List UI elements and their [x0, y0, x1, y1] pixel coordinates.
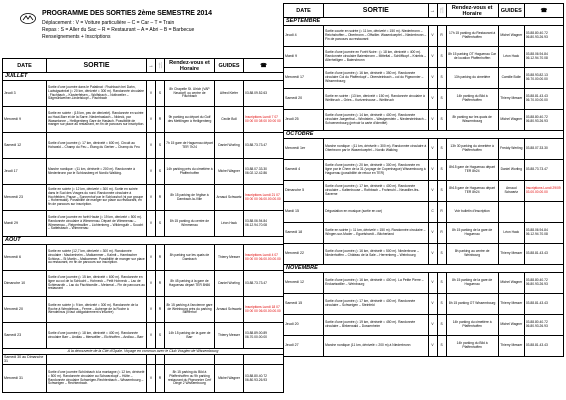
row-sortie: Sortie d'une journée en forêt Haute (≈ 19 km, dénivelé ≈ 500 m). Randonnée circulaire à Wimmenau. Départ de Wimmenau – Wimmenau – Reipertswiller – Lichtenberg – Wildenguth – Soucht – Sattelsbach – Wimmenau: [47, 211, 147, 237]
row-tel: 03.88.81.43.43 06.70.00.00.00: [524, 89, 563, 110]
row-guides: Michel Wagner: [215, 365, 244, 393]
row-repas: R: [156, 297, 165, 323]
row-sortie: Sortie d'une journée (≈ 18 km, dénivelé ≈ 400 m). Randonnée circulaire Barr – Andlau – Itterswiller – Eichhoffen – Andlau – Barr: [47, 323, 147, 349]
row-date: Mercredi 6: [3, 245, 47, 271]
row-tel: 03.88.06.94.84 06.12.94.70.08: [524, 223, 563, 244]
row-rdv: Voir bulletin d'inscription: [446, 202, 498, 223]
row-mode: V: [428, 89, 437, 110]
row-guides: Michel Wagner: [498, 315, 524, 336]
row-repas: S: [156, 211, 165, 237]
row-rdv: 8h 15 parking OT Haguenau Car de location Pfaffenhoffen: [446, 47, 498, 68]
row-rdv: 8h 45 parking à la gare de Haguenau départ TER 8h56: [165, 271, 215, 297]
row-sortie: Sortie en soirée (12,7 km, dénivelé ≈ 300 m). Randonnée circulaire : Mackenheim – Maikammer – Kalmit – Hambacher Schloss – St Martin – Maikammer. Possibilité de manger sur place au restaurant, en fin de parcours sur inscription.: [47, 245, 147, 271]
row-guides: Arnaud Schwartz: [215, 297, 244, 323]
row-mode: V: [147, 297, 156, 323]
page-header: [2, 0, 283, 58]
table-row: [3, 185, 284, 211]
row-guides: Michel Wagner: [498, 273, 524, 294]
col-tel: ☎: [524, 4, 563, 18]
row-repas: [156, 355, 165, 365]
row-repas: R: [156, 185, 165, 211]
row-date: Jeudi 3: [3, 81, 47, 107]
row-date: Samedi 4: [284, 160, 324, 181]
row-mode: V: [147, 245, 156, 271]
table-row: [284, 294, 564, 315]
row-mode: V: [428, 110, 437, 131]
row-mode: V: [428, 47, 437, 68]
month-header: [284, 131, 564, 139]
table-row: [284, 26, 564, 47]
row-sortie: Sortie d'une journée (≈ 16 km, dénivelé ≈ 350 m). Randonnée circulaire Col du Pfaffenkopf – Obersteinbach – col du Pigeonnier – Wissembourg: [324, 68, 428, 89]
row-rdv: 8h 15 parking du Bild à Pfaffenhoffen ou 9h parking restaurant du Pigeonnier Cerf Dingé 2 Wissembourg: [165, 365, 215, 393]
row-sortie: [47, 355, 147, 365]
row-rdv: 8h 15 parking du centre de Wimmenau: [165, 211, 215, 237]
table-row: [284, 160, 564, 181]
row-rdv: 8h 15 parking OT Wissembourg: [446, 294, 498, 315]
table-row: [3, 211, 284, 237]
row-sortie: Sortie d'une journée (≈ 17 km, dénivelé ≈ 400 m). Randonnée circulaire – Kaltenhouse – Rothbach – Frohmuhl – Neuwiller-lès-Saverne: [324, 181, 428, 202]
row-tel: 03.88.06.94.84 06.12.94.70.08: [524, 47, 563, 68]
col-guides: GUIDES: [215, 59, 244, 73]
row-tel: Inscriptions Lundi 4 07 00 00 00 06.00.00.00.00: [244, 245, 284, 271]
right-sheet: [283, 0, 564, 400]
row-guides: Michel Wagner: [215, 159, 244, 185]
row-date: Mercredi 31: [3, 365, 47, 393]
col-rdv: Rendez-vous et Horaire: [446, 4, 498, 18]
row-rdv: 7h 15 gare de Haguenau départ TER 7h24: [165, 133, 215, 159]
row-tel: 03.88.07.33.30: [524, 139, 563, 160]
row-sortie: Sortie d'une journée (≈ 17 km, dénivelé ≈ 400 m). Randonnée circulaire – Schweigen – Steinfeld: [324, 294, 428, 315]
row-guides: Thierry Messer: [498, 336, 524, 357]
row-sortie: Dégustation en musique (sortie en car): [324, 202, 428, 223]
row-date: Samedi 15: [284, 294, 324, 315]
row-sortie: Sortie d'une journée en Forêt Noire : (≈ 18 km, dénivelé ≈ 400 m). Randonnée circulaire Baiersbronn – Mitteltal – Schliffkopf – Kniebis – Allerheiligen – Baiersbronn: [324, 47, 428, 68]
row-mode: V: [428, 223, 437, 244]
row-date: Mardi 9: [284, 47, 324, 68]
row-rdv: 17h 15 parking du Restaurant à Pfaffenhoffen: [446, 26, 498, 47]
table-row: [284, 110, 564, 131]
row-rdv: 8h 15 parking de la gare de Haguenau: [446, 273, 498, 294]
row-tel: 03.88.80.40.72 06.80.93.26.93: [524, 110, 563, 131]
col-guides: GUIDES: [498, 4, 524, 18]
row-sortie: Sortie en soirée (≈ 12 km, dénivelé ≈ 300 m). Sortie en soirée dans le Sud des Vosges du nord. Randonnée circulaire à Hochfelden. Pause – Sonnenhof par le Schlosshof (ni par groupe – Hohenwald). Possibilité de manger sur place au restaurant, en fin de parcours sur inscription.: [47, 185, 147, 211]
row-rdv: [165, 355, 215, 365]
row-tel: 03.88.93.82.13 06.70.00.00.00: [524, 68, 563, 89]
row-date: Jeudi 27: [284, 336, 324, 357]
row-rdv: 14h parking du Bild à Pfaffenhoffen: [446, 89, 498, 110]
col-sortie: SORTIE: [324, 4, 428, 18]
row-date: Dimanche 10: [3, 271, 47, 297]
row-guides: Camille Bolle: [498, 68, 524, 89]
row-tel: 03.88.80.40.72 06.80.93.26.93: [524, 273, 563, 294]
table-row: [284, 223, 564, 244]
table-row: [3, 133, 284, 159]
row-repas: S: [437, 294, 446, 315]
row-tel: 03.88.80.40.72 06.80.93.26.93: [524, 315, 563, 336]
row-tel: 03.88.80.40.72 06.80.93.26.93: [244, 365, 284, 393]
row-sortie: Sortie en soirée (≈ 11 km, dénivelé ≈ 150 m). Randonnée circulaire – Wingen-sur-Moder – Eguelshardt – Bitcherland: [324, 223, 428, 244]
month-label: JUILLET: [3, 73, 284, 81]
table-row: [3, 323, 284, 349]
row-sortie: Sortie d'une journée (≈ 20 km, dénivelé ≈ 300 m). Randonnée en ligne par le Chem de la 31 (voyage de Copenhague) Wissembourg à Haguenau (possibilité de retour en TER): [324, 160, 428, 181]
table-row: [3, 271, 284, 297]
row-rdv: 8h15 gare de Haguenau départ TER 8h24: [446, 181, 498, 202]
row-sortie: Sortie d'une journée (≈ 16 km, dénivelé ≈ 400 m). La Petite Pierre – Erckartswiller – Weinbourg: [324, 273, 428, 294]
table-row: [3, 355, 284, 365]
row-guides: Michel Wagner: [498, 110, 524, 131]
row-mode: V: [428, 181, 437, 202]
program-table-left: [2, 58, 284, 393]
table-row: [3, 159, 284, 185]
month-header: [284, 18, 564, 26]
row-mode: V: [428, 68, 437, 89]
row-sortie: Sortie d'une journée (≈ 19 km, dénivelé ≈ 450 m). Randonnée circulaire – Birkenwald – Dossenheim: [324, 315, 428, 336]
month-label: AOUT: [3, 237, 284, 245]
row-mode: V: [147, 185, 156, 211]
table-row: [3, 81, 284, 107]
row-tel: 03.88.81.43.43: [524, 294, 563, 315]
row-repas: S: [437, 244, 446, 265]
month-header: [284, 265, 564, 273]
row-repas: S: [437, 89, 446, 110]
row-repas: R: [437, 202, 446, 223]
row-tel: Inscriptions Lundi 18 07 00 00 00 06.00.00.00.00: [244, 297, 284, 323]
row-rdv: 13h parking du cimetière: [446, 68, 498, 89]
legend-line: Renseignements + Inscriptions: [42, 34, 111, 40]
col-repas: 🍴: [437, 4, 446, 18]
row-mode: V: [428, 294, 437, 315]
row-mode: V: [147, 365, 156, 393]
row-tel: Inscriptions Lundi 29/09 03.00.00.00.00: [524, 181, 563, 202]
row-repas: S: [156, 81, 165, 107]
row-repas: R: [156, 107, 165, 133]
row-tel: 03.88.89.00.89 06.70.00.00.00: [244, 323, 284, 349]
row-sortie: Sortie d'une journée Schönbach à la montagne (≈ 12 km, dénivelé ≈ 500 m). Randonnée circulaire au Schwarzkopf – Hütte – Randonnée circulaire Schweigen-Rechtenbach – Wissembourg – Schweigen – Rechtenbach.: [47, 365, 147, 393]
table-row: [284, 68, 564, 89]
row-tel: 03.88.06.94.84 06.12.94.70.08: [244, 211, 284, 237]
month-header: [3, 73, 284, 81]
row-rdv: 8h parking sur les quais de Dambach: [165, 245, 215, 271]
table-row: [284, 273, 564, 294]
row-rdv: 8h Chapelle St. Ulrich (VAP Neudorf) ou centre de Fischbach: [165, 81, 215, 107]
row-repas: S: [437, 273, 446, 294]
row-mode: V: [428, 273, 437, 294]
row-sortie: Sortie en soirée : (15 km, peu de dénivelé). Randonnée en soirée au Haut-Barr et de la Sarre. Niederhaslach – Nideck, par Wasselonne – Heiligenberg Gare de Haslach. Possibilité de manger sur place au restaurant, en fin de parcours sur inscription.: [47, 107, 147, 133]
legend-line: Déplacement : V = Voiture particulière – C = Car – T = Train: [42, 20, 175, 26]
program-table-right: [283, 3, 564, 357]
row-guides: Léon Hack: [498, 47, 524, 68]
row-repas: R: [437, 26, 446, 47]
row-rdv: 9h parking au départ du Golf des Mettlingen à Heiligenberg: [165, 107, 215, 133]
row-date: Jeudi 4: [284, 26, 324, 47]
row-date: Mercredi 17: [284, 68, 324, 89]
row-mode: V: [428, 244, 437, 265]
table-row: [284, 181, 564, 202]
col-repas: 🍴: [156, 59, 165, 73]
row-date: Samedi 18: [284, 223, 324, 244]
row-guides: Thierry Messer: [498, 294, 524, 315]
legend: [42, 20, 194, 41]
row-repas: R: [437, 223, 446, 244]
row-sortie: Sortie d'une journée dans le Palatinat : Fischbach bei Dahn, Ludwigswinkel (≈ 20 km, dénivelé ≈ 300 m). Randonnée circulaire : Fischbach – Klosterfelsen – Wolfsbach – Nothweiler – Sägmühlweiher-Lindelskopf – Fischbach: [47, 81, 147, 107]
row-mode: V: [147, 133, 156, 159]
row-mode: V: [147, 81, 156, 107]
row-date: Mercredi 20: [3, 297, 47, 323]
row-date: Jeudi 20: [284, 315, 324, 336]
row-repas: S: [437, 47, 446, 68]
row-mode: C: [428, 202, 437, 223]
table-row: [3, 297, 284, 323]
row-sortie: Sortie d'une journée (≈ 14 km, dénivelé ≈ 400 m). Randonnée circulaire Jaegerthal – Windstein – Wasigenstein – Niedersteinbach – Schoenenbourg (prévoir la carte d'identité): [324, 110, 428, 131]
row-tel: 03.88.81.43.43: [524, 336, 563, 357]
row-sortie: Marche nordique (11 km, dénivelé ≈ 200 m) à Niederbronn: [324, 336, 428, 357]
row-mode: V: [428, 315, 437, 336]
row-repas: S: [437, 315, 446, 336]
row-sortie: Sortie en soirée : (13 km, dénivelé ≈ 150 m). Randonnée circulaire à Weitbruch – Gries – Kurtzenhouse – Weitbruch: [324, 89, 428, 110]
row-guides: Alfred Kiefer: [215, 81, 244, 107]
row-tel: [244, 355, 284, 365]
row-tel: 03.88.73.73.47: [524, 160, 563, 181]
row-guides: Michel Wagner: [498, 26, 524, 47]
row-sortie: Sortie d'une journée (≈ 15 km, dénivelé ≈ 600 m). Randonnée en ligne au col de la Schlucht – Hohneck – Petit Hohneck – Lac de Schiessroth – Lac du Fischboedle – Metzeral – Fin de parcours au restaurant: [47, 271, 147, 297]
row-repas: S: [437, 160, 446, 181]
row-mode: V: [428, 160, 437, 181]
row-sortie: Marche nordique : (11 km, dénivelé ≈ 200 m). Randonnée à Niederbronn par le Schlossberg et Nordic Walking.: [47, 159, 147, 185]
row-rdv: 14h parking près du cimetière à Pfaffenhoffen: [165, 159, 215, 185]
row-guides: Arnaud Schwartz: [498, 181, 524, 202]
table-row: [284, 336, 564, 357]
row-repas: R: [156, 365, 165, 393]
row-sortie: Marche nordique : (11 km, dénivelé ≈ 300 m). Randonnée circulaire à Oberbronn par le Wasenkoepfel – Nordic Walking: [324, 139, 428, 160]
row-tel: [524, 202, 563, 223]
row-rdv: 14h parking du Bild à Pfaffenhoffen: [446, 336, 498, 357]
row-mode: V: [428, 336, 437, 357]
row-rdv: 8h15 gare de Haguenau départ TER 8h24: [446, 160, 498, 181]
row-date: Samedi 30 au Dimanche 31: [3, 355, 47, 365]
row-rdv: 8h 15 parking de la gare de Haguenau: [446, 223, 498, 244]
row-repas: S: [437, 139, 446, 160]
row-rdv: 14h parking du cimetière à Pfaffenhoffen: [446, 315, 498, 336]
row-mode: [147, 355, 156, 365]
note-text: A la découverte de la Cité d'Opale. Voyage en commun avec le Club Vosgien de Wissembourg: [3, 349, 284, 355]
row-guides: Freddy Werling: [498, 139, 524, 160]
row-guides: Cecile Boll: [215, 107, 244, 133]
row-guides: Thierry Messer: [498, 244, 524, 265]
col-tel: ☎: [244, 59, 284, 73]
table-row: [284, 47, 564, 68]
row-guides: [215, 355, 244, 365]
row-tel: Inscriptions Lundi 21 07 00 00 00 06.00.00.00.00: [244, 185, 284, 211]
month-label: NOVEMBRE: [284, 265, 564, 273]
row-date: Jeudi 17: [3, 159, 47, 185]
row-rdv: 8h parking au centre de Weinbourg: [446, 244, 498, 265]
row-sortie: Sortie courte en soirée (≈ 11 km, dénivelé ≈ 150 m). Niederbronn – Reichshoffen – Oberbronn – Offwiller. Wasenkoepfel – Niederbronn – Fin de parcours au restaurant: [324, 26, 428, 47]
row-date: Samedi 23: [3, 323, 47, 349]
row-guides: Thierry Messer: [498, 89, 524, 110]
month-label: SEPTEMBRE: [284, 18, 564, 26]
row-repas: S: [437, 181, 446, 202]
row-date: Mardi 15: [284, 202, 324, 223]
row-rdv: 8h 15 parking de l'église à Dambach-la-Ville: [165, 185, 215, 211]
col-date: DATE: [3, 59, 47, 73]
row-rdv: 8h 15 parking à l'ancienne gare de Weinbourg près du parking Stieferhof: [165, 297, 215, 323]
row-mode: V: [147, 159, 156, 185]
table-row: [284, 244, 564, 265]
row-repas: S: [437, 336, 446, 357]
row-guides: Daniel Worling: [215, 271, 244, 297]
row-mode: V: [147, 107, 156, 133]
col-date: DATE: [284, 4, 324, 18]
row-date: Mercredi 9: [3, 107, 47, 133]
row-repas: S: [437, 110, 446, 131]
table-row: [3, 245, 284, 271]
row-guides: Daniel Worling: [215, 133, 244, 159]
row-sortie: Sortie en soirée (≈ 9 km, dénivelé ≈ 300 m). Randonnée de la Roche à Wendelinus – Ferme – Auberge de la Roche à Wendelinus (il faut obligatoirement s'inscrire): [47, 297, 147, 323]
col-rdv: Rendez-vous et Horaire: [165, 59, 215, 73]
row-repas: S: [156, 159, 165, 185]
row-guides: [498, 202, 524, 223]
row-rdv: 14h 15 parking de la gare de Barr: [165, 323, 215, 349]
row-tel: Inscriptions Lundi 7 07 00 00 00 08 00 00 00 00: [244, 107, 284, 133]
row-rdv: 8h parking sur les quais de Wissembourg: [446, 110, 498, 131]
table-row: [284, 202, 564, 223]
table-row: [284, 315, 564, 336]
row-date: Samedi 20: [284, 89, 324, 110]
month-label: OCTOBRE: [284, 131, 564, 139]
table-row: [284, 139, 564, 160]
row-tel: 03.88.73.73.47: [244, 271, 284, 297]
row-sortie: Sortie d'une journée (≈ 16 km, dénivelé ≈ 500 m). Niederbronn – Niederhoffen – Château de la Sale – Herrenberg – Weinbourg: [324, 244, 428, 265]
row-date: Dimanche 5: [284, 181, 324, 202]
col-mode: →: [147, 59, 156, 73]
row-repas: R: [156, 271, 165, 297]
row-date: Mercredi 23: [3, 185, 47, 211]
col-mode: →: [428, 4, 437, 18]
row-guides: Arnaud Schwartz: [215, 185, 244, 211]
row-guides: Thierry Messer: [215, 245, 244, 271]
row-tel: 03.88.81.43.43: [524, 244, 563, 265]
row-date: Samedi 12: [3, 133, 47, 159]
left-sheet: [2, 0, 283, 400]
row-mode: V: [147, 271, 156, 297]
table-row: [284, 89, 564, 110]
row-sortie: Sortie d'une journée (≈ 17 km, dénivelé ≈ 600 m). Circuit au Hohwald – Champ du Feu – Étang du Gerber – Champ du Feu: [47, 133, 147, 159]
row-guides: Léon Hack: [498, 223, 524, 244]
row-tel: 03.88.73.73.47: [244, 133, 284, 159]
table-row: [3, 365, 284, 393]
row-mode: V: [428, 139, 437, 160]
row-guides: Léon Hack: [215, 211, 244, 237]
row-guides: Daniel Worling: [498, 160, 524, 181]
row-date: Mercredi 22: [284, 244, 324, 265]
row-guides: Thierry Messer: [215, 323, 244, 349]
row-date: Mardi 29: [3, 211, 47, 237]
col-sortie: SORTIE: [47, 59, 147, 73]
row-tel: 03.88.07.33.30 06.02.12.42.86: [244, 159, 284, 185]
row-tel: 03.88.09.52.63: [244, 81, 284, 107]
row-date: Jeudi 25: [284, 110, 324, 131]
row-repas: S: [156, 323, 165, 349]
row-date: Mercredi 1er: [284, 139, 324, 160]
row-tel: 03.88.80.40.72 06.80.93.26.93: [524, 26, 563, 47]
row-mode: V: [147, 323, 156, 349]
legend-line: Repas : S = Aller du Sac – R = Restaurant – A = Abri – B = Barbecue: [42, 27, 195, 33]
row-repas: S: [156, 133, 165, 159]
month-header: [3, 237, 284, 245]
row-mode: V: [147, 211, 156, 237]
club-logo-icon: [20, 13, 36, 24]
row-rdv: 13h 30 parking du cimetière à Pfaffenhoffen: [446, 139, 498, 160]
table-row: [3, 107, 284, 133]
row-repas: S: [437, 68, 446, 89]
row-date: Mercredi 12: [284, 273, 324, 294]
row-mode: V: [428, 26, 437, 47]
page-title: PROGRAMME DES SORTIES 2ème SEMESTRE 2014: [42, 10, 212, 17]
row-repas: R: [156, 245, 165, 271]
